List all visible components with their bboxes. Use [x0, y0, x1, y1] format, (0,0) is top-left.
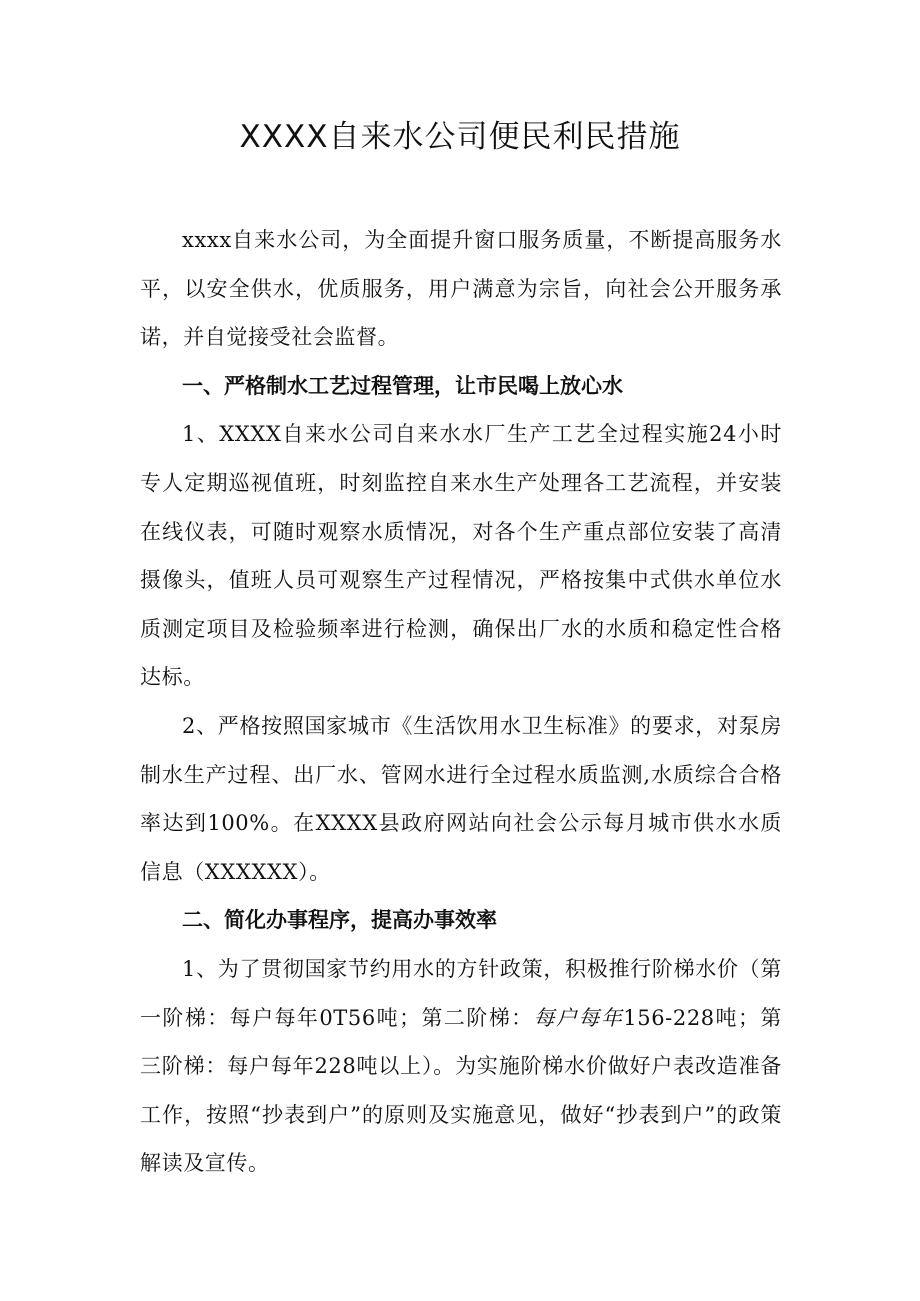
section-1-item-2: 2、严格按照国家城市《生活饮用水卫生标准》的要求，对泵房制水生产过程、出厂水、管网水进行全过程水质监测,水质综合合格率达到100%。在XXXX县政府网站向社会公示每月城市供水水质信息（XXXXXX）。	[140, 713, 782, 884]
section-2-item-1-italic-text: 每户每年	[533, 1005, 624, 1030]
document-body	[140, 216, 782, 1188]
section-2-item-1-text-b: 156-228吨；第三阶梯：每户每年228吨以上）。为实施阶梯水价做好户表改造准备工作，按照“抄表到户”的原则及实施意见，做好“抄表到户”的政策解读及宣传。	[140, 1005, 782, 1176]
intro-paragraph: xxxx自来水公司，为全面提升窗口服务质量，不断提高服务水平，以安全供水，优质服务，用户满意为宗旨，向社会公开服务承诺，并自觉接受社会监督。	[140, 228, 782, 350]
document-title: XXXX自来水公司便民利民措施	[239, 119, 681, 155]
section-1-heading: 一、严格制水工艺过程管理，让市民喝上放心水	[182, 373, 623, 398]
section-2-item-1	[140, 945, 782, 1188]
section-2-heading: 二、简化办事程序，提高办事效率	[182, 908, 497, 933]
section-1-item-1: 1、XXXX自来水公司自来水水厂生产工艺全过程实施24小时专人定期巡视值班，时刻监控自来水生产处理各工艺流程，并安装在线仪表，可随时观察水质情况，对各个生产重点部位安装了高清摄像头，值班人员可观察生产过程情况，严格按集中式供水单位水质测定项目及检验频率进行检测，确保出厂水的水质和稳定性合格达标。	[140, 422, 782, 690]
section-2-item-1-text-a: 1、为了贯彻国家节约用水的方针政策，积极推行阶梯水价（第一阶梯：每户每年0T56吨；第二阶梯：	[140, 956, 782, 1030]
